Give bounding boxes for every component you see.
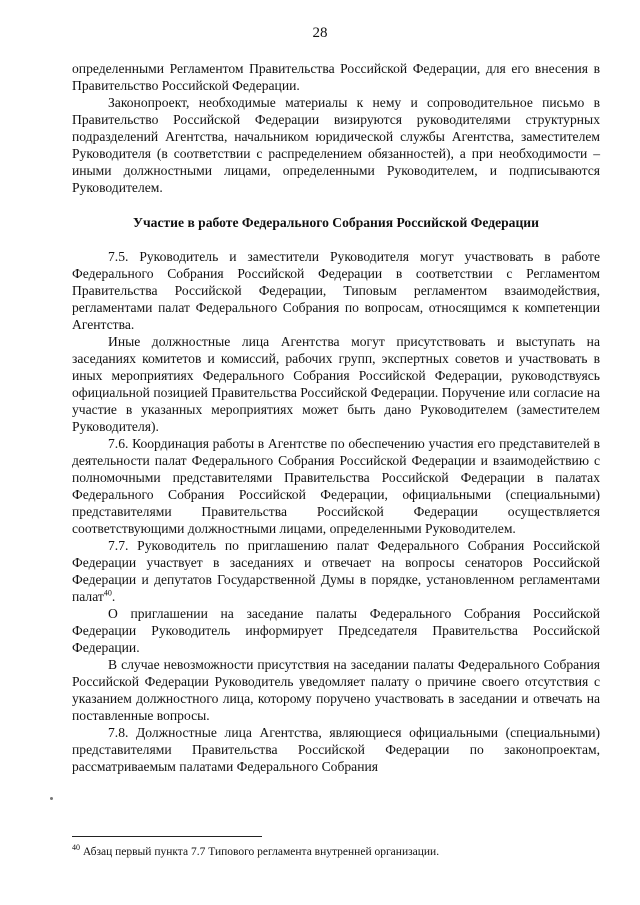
footnote-reference: 40 bbox=[103, 588, 112, 598]
body-text bbox=[72, 60, 600, 775]
footnote bbox=[72, 845, 600, 859]
paragraph-other-officials: Иные должностные лица Агентства могут присутствовать и выступать на заседаниях комитетов и комиссий, рабочих групп, экспертных советов и участвовать в иных мероприятиях Федерального Собрания Российской Федерации, руководствуясь официальной позицией Правительства Российской Федерации. Поручение или согласие на участие в указанных мероприятиях может быть дано Руководителем (заместителем Руководителя). bbox=[72, 334, 600, 434]
paragraph-continuation: определенными Регламентом Правительства Российской Федерации, для его внесения в Правительство Российской Федерации. bbox=[72, 61, 600, 93]
footnote-text: Абзац первый пункта 7.7 Типового регламента внутренней организации. bbox=[80, 846, 440, 858]
paragraph-7-7-end: . bbox=[111, 589, 116, 604]
footnote-marker: 40 bbox=[72, 843, 80, 853]
paragraph-7-6: 7.6. Координация работы в Агентстве по обеспечению участия его представителей в деятельности палат Федерального Собрания Российской Федерации и взаимодействию с полномочными представителями Правительства Российской Федерации в палатах Федерального Собрания Российской Федерации, официальными (специальными) представителями Правительства Российской Федерации осуществляется соответствующими должностными лицами, определенными Руководителем. bbox=[72, 436, 600, 536]
paragraph-7-8: 7.8. Должностные лица Агентства, являющиеся официальными (специальными) представителями Правительства Российской Федерации по законопроектам, рассматриваемым палатами Федерального Собрания bbox=[72, 725, 600, 774]
paragraph-7-7-text: 7.7. Руководитель по приглашению палат Федерального Собрания Российской Федерации участвует в заседаниях и отвечает на вопросы сенаторов Российской Федерации и депутатов Государственной Думы в порядке, установленном регламентами палат bbox=[72, 538, 600, 604]
paragraph-7-7 bbox=[72, 537, 600, 605]
paragraph-invitation: О приглашении на заседание палаты Федерального Собрания Российской Федерации Руководитель информирует Председателя Правительства Российской Федерации. bbox=[72, 606, 600, 655]
page-number: 28 bbox=[312, 25, 328, 41]
paragraph-7-5: 7.5. Руководитель и заместители Руководителя могут участвовать в работе Федерального Собрания Российской Федерации в соответствии с Регламентом Правительства Российской Федерации, Типовым регламентом взаимодействия, регламентами палат Федерального Собрания по вопросам, относящимся к компетенции Агентства. bbox=[72, 249, 600, 332]
scan-mark bbox=[50, 797, 53, 800]
footnote-divider bbox=[72, 836, 262, 837]
paragraph-bill-approval: Законопроект, необходимые материалы к нему и сопроводительное письмо в Правительство Российской Федерации визируются руководителями структурных подразделений Агентства, начальником юридической службы Агентства, заместителем Руководителя (в соответствии с распределением обязанностей), а при необходимости – иными должностными лицами, определенными Руководителем, и подписываются Руководителем. bbox=[72, 95, 600, 195]
section-heading: Участие в работе Федерального Собрания Российской Федерации bbox=[133, 215, 539, 230]
paragraph-absence: В случае невозможности присутствия на заседании палаты Федерального Собрания Российской Федерации Руководитель уведомляет палату о причине своего отсутствия с указанием должностного лица, которому поручено участвовать в заседании и отвечать на поставленные вопросы. bbox=[72, 657, 600, 723]
